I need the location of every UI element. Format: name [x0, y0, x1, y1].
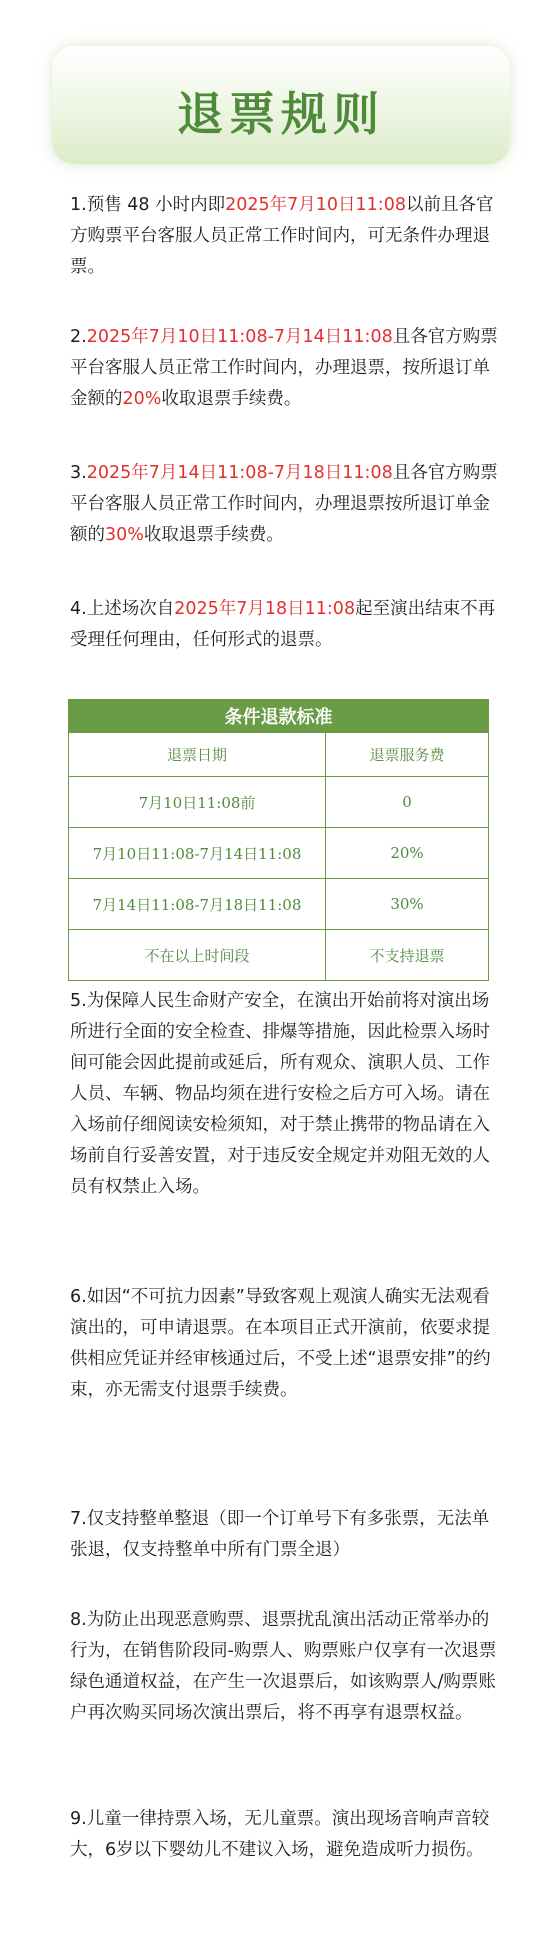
rule-text: 且各官方购票平台客服人员正常工作时间内，办理退票，按所退订单金额的 — [70, 327, 498, 409]
header-service-fee: 退票服务费 — [326, 733, 489, 777]
cell-fee: 0 — [326, 777, 489, 828]
highlight-text: 2025年7月18日11:08 — [174, 599, 356, 619]
cell-date: 不在以上时间段 — [69, 930, 326, 981]
rule-2 — [70, 322, 500, 415]
rule-text: 且各官方购票平台客服人员正常工作时间内，办理退票按所退订单金额的 — [70, 463, 498, 545]
rule-text: 7.仅支持整单整退（即一个订单号下有多张票，无法单张退，仅支持整单中所有门票全退） — [70, 1509, 490, 1560]
rule-4 — [70, 594, 500, 656]
rule-3 — [70, 458, 500, 551]
title-banner — [52, 46, 510, 164]
highlight-text: 20% — [122, 389, 162, 409]
rule-text: 3. — [70, 463, 87, 483]
rule-text: 8.为防止出现恶意购票、退票扰乱演出活动正常举办的行为，在销售阶段同-购票人、购票账户仅享有一次退票绿色通道权益，在产生一次退票后，如该购票人/购票账户再次购买同场次演出票后，将不再享有退票权益。 — [70, 1610, 497, 1723]
rule-text: 6.如因“不可抗力因素”导致客观上观演人确实无法观看演出的，可申请退票。在本项目正式开演前，依要求提供相应凭证并经审核通过后，不受上述“退票安排”的约束，亦无需支付退票手续费。 — [70, 1287, 491, 1400]
rule-text: 起至演出结束不再受理任何理由，任何形式的退票。 — [70, 599, 496, 650]
highlight-text: 2025年7月10日11:08 — [225, 195, 406, 215]
rule-text: 1.预售 48 小时内即 — [70, 195, 226, 215]
rule-text: 9.儿童一律持票入场，无儿童票。演出现场音响声音较大，6岁以下婴幼儿不建议入场，避免造成听力损伤。 — [70, 1809, 490, 1860]
cell-fee: 不支持退票 — [326, 930, 489, 981]
rule-6 — [70, 1282, 500, 1406]
rule-text: 收取退票手续费。 — [161, 389, 302, 409]
page-title: 退票规则 — [177, 87, 385, 141]
highlight-text: 2025年7月14日11:08-7月18日11:08 — [86, 463, 393, 483]
table-row — [69, 879, 489, 930]
rule-5 — [70, 986, 500, 1203]
highlight-text: 30% — [105, 525, 144, 545]
rule-text: 4.上述场次自 — [70, 599, 175, 619]
rule-8 — [70, 1605, 500, 1729]
table-header-row — [69, 733, 489, 777]
rule-text: 收取退票手续费。 — [143, 525, 284, 545]
table-row — [69, 930, 489, 981]
rule-7 — [70, 1504, 500, 1566]
cell-date: 7月10日11:08-7月14日11:08 — [69, 828, 326, 879]
cell-date: 7月14日11:08-7月18日11:08 — [69, 879, 326, 930]
rule-text: 2. — [70, 327, 87, 347]
rule-9 — [70, 1804, 500, 1866]
rule-text: 以前且各官方购票平台客服人员正常工作时间内，可无条件办理退票。 — [70, 195, 494, 277]
refund-standard-table — [68, 699, 489, 981]
cell-fee: 30% — [326, 879, 489, 930]
header-refund-date: 退票日期 — [69, 733, 326, 777]
table-row — [69, 777, 489, 828]
rule-text: 5.为保障人民生命财产安全，在演出开始前将对演出场所进行全面的安全检查、排爆等措施，因此检票入场时间可能会因此提前或延后，所有观众、演职人员、工作人员、车辆、物品均须在进行安检之后方可入场。请在入场前仔细阅读安检须知，对于禁止携带的物品请在入场前自行妥善安置，对于违反安全规定并劝阻无效的人员有权禁止入场。 — [70, 991, 490, 1197]
highlight-text: 2025年7月10日11:08-7月14日11:08 — [86, 327, 393, 347]
cell-fee: 20% — [326, 828, 489, 879]
cell-date: 7月10日11:08前 — [69, 777, 326, 828]
rule-1 — [70, 190, 500, 283]
table-title: 条件退款标准 — [69, 700, 489, 733]
table-row — [69, 828, 489, 879]
